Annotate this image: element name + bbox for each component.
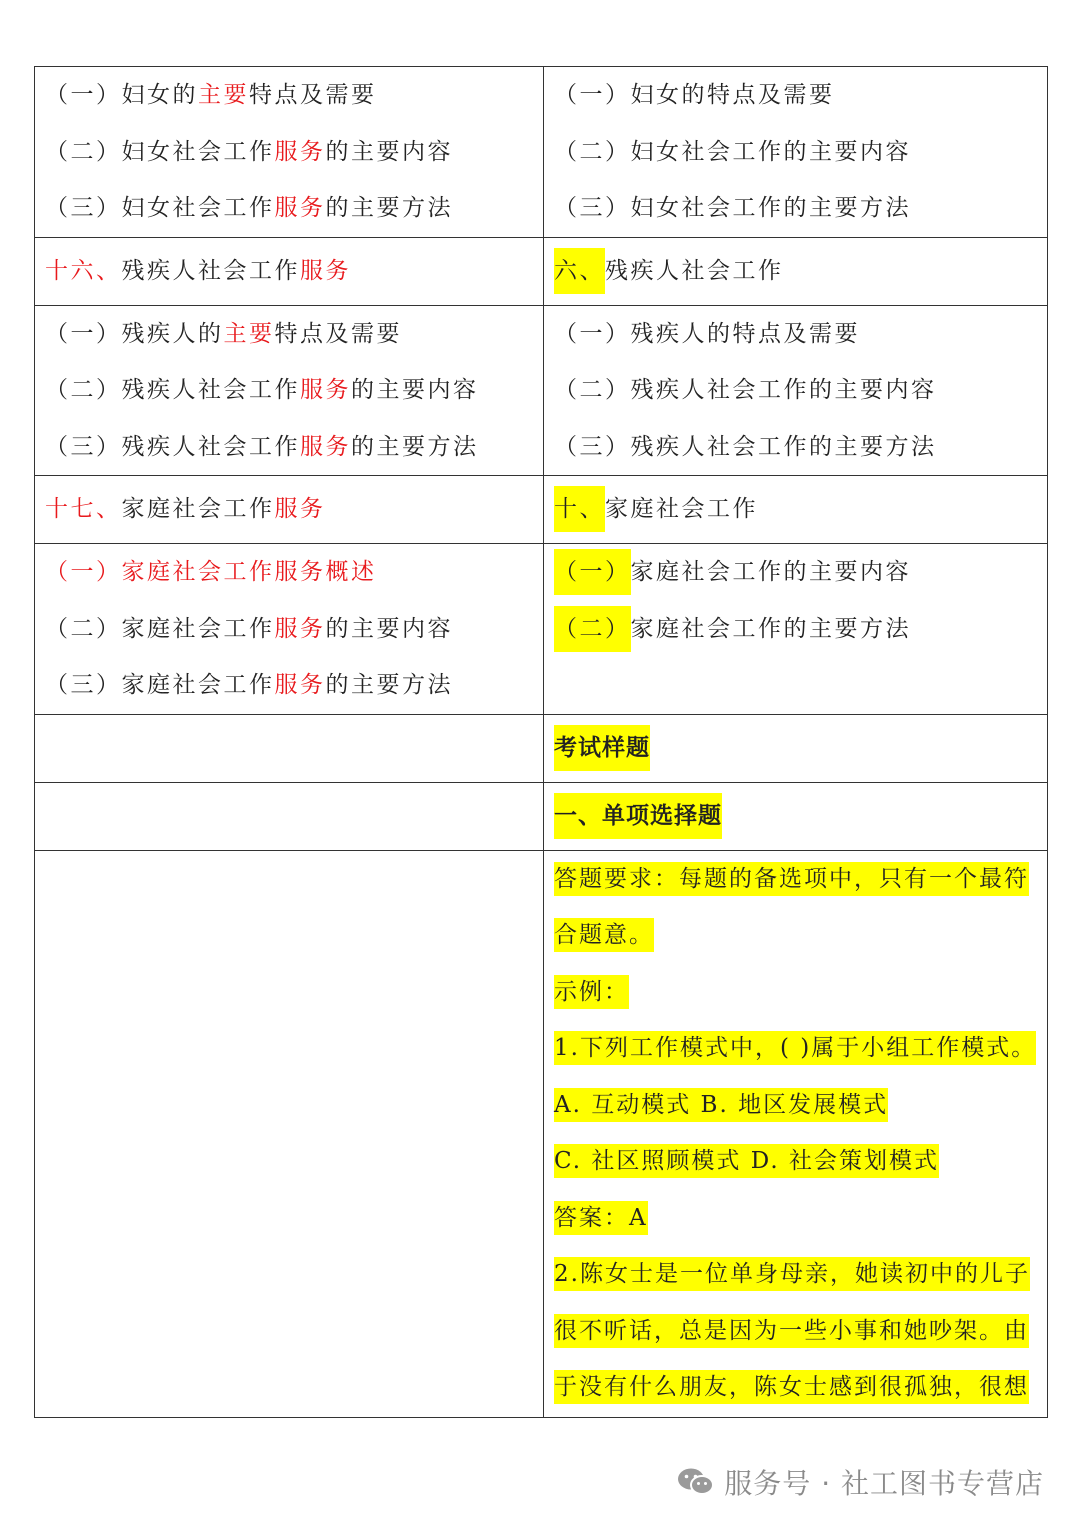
exam-line: A. 互动模式 B. 地区发展模式 — [554, 1077, 1047, 1134]
exam-line: 示例： — [554, 964, 1047, 1021]
table-row — [35, 714, 1048, 782]
left-cell — [35, 544, 544, 715]
right-cell — [544, 544, 1048, 715]
list-item: （一）残疾人的特点及需要 — [554, 320, 860, 347]
list-item: （三）妇女社会工作的主要方法 — [554, 195, 911, 221]
section-heading: 六、残疾人社会工作 — [554, 238, 1047, 304]
right-cell — [544, 237, 1048, 305]
right-cell — [544, 305, 1048, 476]
list-item: （二）残疾人社会工作的主要内容 — [554, 377, 937, 403]
exam-line: 答题要求：每题的备选项中，只有一个最符 — [554, 851, 1047, 908]
list-item: （三）残疾人社会工作的主要方法 — [554, 433, 937, 460]
left-cell — [35, 305, 544, 476]
right-cell — [544, 782, 1048, 850]
left-cell — [35, 476, 544, 544]
section-heading: 十七、家庭社会工作服务 — [45, 496, 326, 522]
footer-text: 服务号 · 社工图书专营店 — [724, 1467, 1044, 1500]
list-item: （二）家庭社会工作的主要方法 — [554, 601, 1047, 658]
left-cell — [35, 67, 544, 238]
exam-line: 于没有什么朋友，陈女士感到很孤独，很想 — [554, 1359, 1047, 1416]
wechat-icon — [676, 1467, 716, 1497]
section-heading: 十六、残疾人社会工作服务 — [45, 257, 351, 284]
exam-line: 2.陈女士是一位单身母亲，她读初中的儿子 — [554, 1246, 1047, 1303]
list-item: （一）家庭社会工作服务概述 — [45, 559, 377, 585]
watermark-footer — [676, 1462, 1044, 1502]
table-row — [35, 544, 1048, 715]
right-cell — [544, 714, 1048, 782]
list-item: （一）家庭社会工作的主要内容 — [554, 544, 1047, 601]
left-cell — [35, 850, 544, 1418]
table-row — [35, 237, 1048, 305]
exam-line: 答案：A — [554, 1190, 1047, 1247]
right-cell — [544, 476, 1048, 544]
exam-line: 很不听话，总是因为一些小事和她吵架。由 — [554, 1303, 1047, 1360]
list-item: （二）残疾人社会工作服务的主要内容 — [45, 377, 479, 403]
list-item: （一）残疾人的主要特点及需要 — [45, 320, 402, 347]
exam-line: C. 社区照顾模式 D. 社会策划模式 — [554, 1133, 1047, 1190]
list-item: （一）妇女的主要特点及需要 — [45, 82, 377, 108]
question-type-heading: 一、单项选择题 — [554, 783, 1047, 849]
exam-title: 考试样题 — [554, 715, 1047, 781]
left-cell — [35, 237, 544, 305]
right-cell — [544, 850, 1048, 1418]
left-cell — [35, 714, 544, 782]
left-cell — [35, 782, 544, 850]
right-cell — [544, 67, 1048, 238]
table-row — [35, 850, 1048, 1418]
comparison-table — [34, 66, 1048, 1418]
table-row — [35, 67, 1048, 238]
section-heading: 十、家庭社会工作 — [554, 476, 1047, 542]
table-row — [35, 476, 1048, 544]
list-item: （二）妇女社会工作服务的主要内容 — [45, 138, 453, 165]
list-item: （三）家庭社会工作服务的主要方法 — [45, 672, 453, 698]
table-row — [35, 782, 1048, 850]
list-item: （二）家庭社会工作服务的主要内容 — [45, 615, 453, 642]
list-item: （一）妇女的特点及需要 — [554, 82, 835, 108]
exam-line: 合题意。 — [554, 907, 1047, 964]
exam-line: 1.下列工作模式中，( )属于小组工作模式。 — [554, 1020, 1047, 1077]
table-row — [35, 305, 1048, 476]
list-item: （三）妇女社会工作服务的主要方法 — [45, 195, 453, 221]
list-item: （三）残疾人社会工作服务的主要方法 — [45, 433, 479, 460]
list-item: （二）妇女社会工作的主要内容 — [554, 138, 911, 165]
